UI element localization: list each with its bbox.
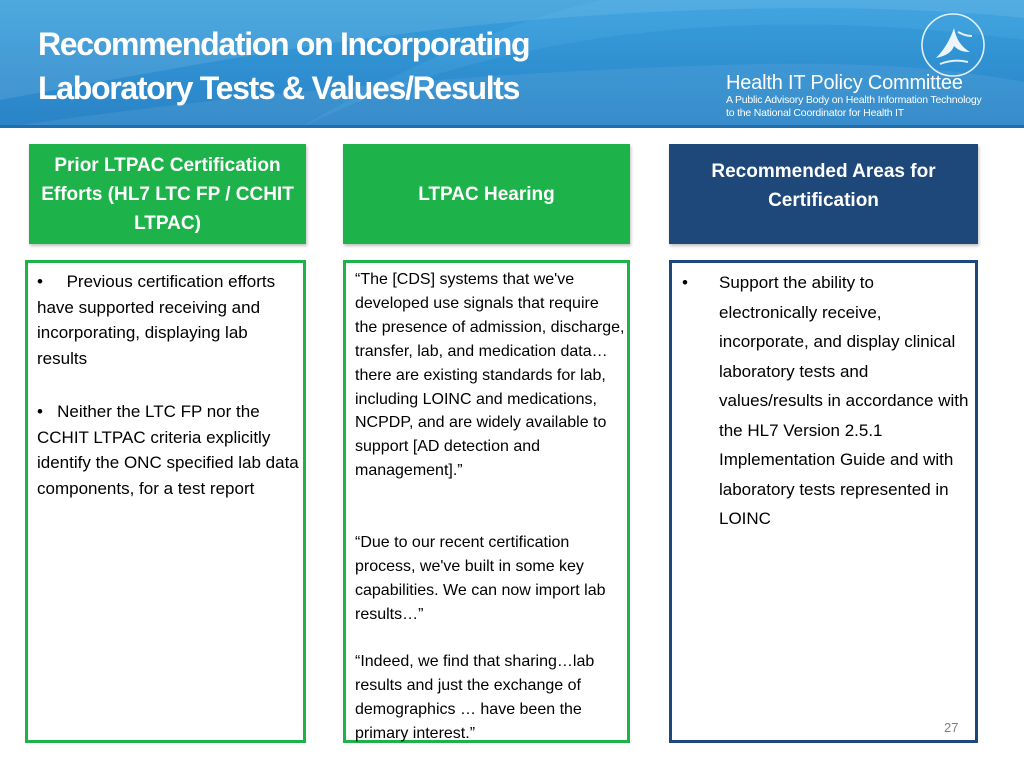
bullet-text-line1: Previous certification	[66, 272, 224, 291]
bullet-text-rest: the CCHIT LTPAC criteria explicitly identify the ONC specified lab data components, for a test report	[37, 402, 299, 498]
header-band	[0, 0, 1024, 128]
column-heading-text: LTPAC Hearing	[418, 183, 555, 205]
quote-text: “The [CDS] systems that we've developed use signals that require the presence of admission, discharge, transfer, lab, and medication data…there are existing standards for lab, including LOINC and medications, NCPDP, and are widely available to support [AD detection and management].”	[355, 271, 625, 480]
bullet-text: Support the ability to electronically receive, incorporate, and display clinical laboratory tests and values/results in accordance with the HL7 Version 2.5.1 Implementation Guide and with laboratory tests represented in LOINC	[719, 273, 969, 528]
bullet-item	[37, 399, 301, 501]
bullet-text-rest: efforts have supported receiving and incorporating, displaying lab results	[37, 272, 276, 368]
column-heading-recommended-areas	[669, 144, 978, 244]
bullet-item	[37, 269, 301, 371]
org-name: Health IT Policy Committee	[726, 72, 963, 94]
quote-text: “Indeed, we find that sharing…lab results and just the exchange of demographics … have been the primary interest.”	[355, 653, 595, 742]
page-title-line-2: Laboratory Tests & Values/Results	[38, 70, 520, 106]
bullet-marker: •	[37, 272, 43, 291]
column-heading-text: Recommended Areas for Certification	[711, 161, 936, 211]
org-subtitle	[726, 94, 1021, 120]
column-box-prior-certification	[25, 260, 306, 743]
column-heading-ltpac-hearing	[343, 144, 630, 244]
org-subtitle-line-2: to the National Coordinator for Health IT	[726, 107, 904, 119]
org-subtitle-line-1: A Public Advisory Body on Health Information Technology	[726, 94, 982, 106]
column-box-ltpac-hearing	[343, 260, 630, 743]
bullet-marker: •	[682, 273, 688, 292]
quote-text: “Due to our recent certification process, we've built in some key capabilities. We can now import lab results…”	[355, 534, 606, 623]
bullet-text-line1: Neither the LTC FP nor	[57, 402, 232, 421]
page-number: 27	[944, 720, 959, 735]
hhs-eagle-icon	[918, 10, 988, 80]
column-box-recommended-areas	[669, 260, 978, 743]
column-heading-prior-certification	[29, 144, 306, 244]
page-title	[38, 22, 678, 110]
bullet-marker: •	[37, 402, 43, 421]
column-heading-text: Prior LTPAC Certification Efforts (HL7 LTC FP / CCHIT LTPAC)	[41, 154, 294, 234]
page-title-line-1: Recommendation on Incorporating	[38, 26, 530, 62]
